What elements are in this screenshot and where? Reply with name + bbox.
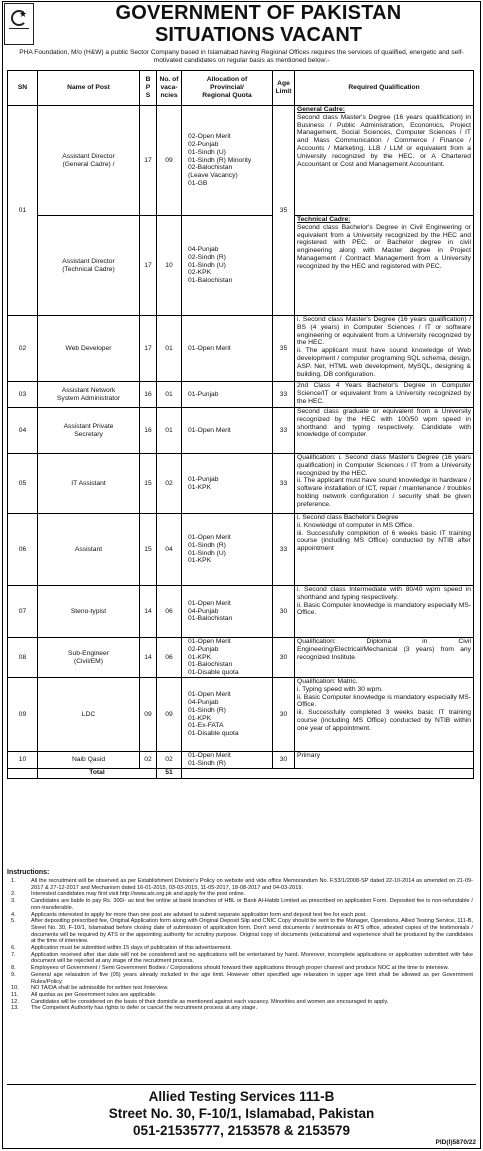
instruction-text: All the recruitment will be observed as per Establishment Division's Policy on website and vide office Memorandum No. F.53/1/2008-SP dated 22-10-2014 as amended on 21-09-2017 & 27-12-2017 and Mechanism dated 16-01-2015, 03-03-2015, 11-05-2017, 18-08-2017 and 04-03-2019. (31, 878, 473, 891)
instruction-text: Employees of Government / Semi Government Bodies / Corporations should forward their applications through proper channel and produce NOC at the time to interview. (31, 965, 449, 972)
qualification-heading: General Cadre: (297, 106, 345, 113)
table-row (8, 382, 474, 408)
cell-quota: 01-Open Merit (182, 316, 273, 382)
cell-age: 30 (273, 638, 295, 678)
cell-qualification (295, 752, 474, 769)
cell-post: IT Assistant (38, 454, 140, 514)
cell-age: 33 (273, 382, 295, 408)
cell-vacancies: 01 (157, 408, 182, 454)
cell-vacancies: 04 (157, 514, 182, 586)
footer-line-3: 051-21535777, 2153578 & 2153579 (133, 1123, 350, 1138)
instruction-text: Interested candidates may first visit http://www.ats.org.pk and apply for the post online. (31, 891, 246, 898)
cell-sn: 08 (8, 638, 38, 678)
cell-bps: 02 (140, 752, 157, 769)
instruction-number: 9. (11, 971, 16, 978)
instruction-number: 2. (11, 891, 16, 898)
instruction-text: Application must be submitted within 15 days of publication of this advertisement. (31, 945, 232, 952)
cell-vacancies: 10 (157, 216, 182, 316)
header-allocation: Allocation of Provincial/ Regional Quota (182, 71, 273, 106)
cell-sn: 09 (8, 678, 38, 752)
cell-qualification (295, 408, 474, 454)
cell-post: Steno-typist (38, 586, 140, 638)
header-sn: SN (8, 71, 38, 106)
instruction-number: 5. (11, 918, 16, 925)
header-age: Age Limit (273, 71, 295, 106)
cell-sn: 01 (8, 106, 38, 316)
instruction-item (7, 891, 473, 898)
qualification-text: i. Second class Master's Degree (16 years qualification) / BS (4 years) in Computer Sciences / IT or software engineering or equivalent from a University recognized by the HEC. ii. The applicant must have sound knowledge of Web development / computer programing SQL schema, design, ASP. Net, HTML web development, MySQL, designing & building, DB configuration. (297, 316, 471, 378)
cell-vacancies: 01 (157, 382, 182, 408)
cell-bps: 16 (140, 382, 157, 408)
footer-divider (7, 1084, 476, 1085)
cell-qualification (295, 638, 474, 678)
cell-quota: 01-Open Merit (182, 408, 273, 454)
table-row (8, 454, 474, 514)
header-bps: B P S (140, 71, 157, 106)
instruction-item (7, 878, 473, 891)
table-row (8, 106, 474, 216)
header-qualification: Required Qualification (295, 71, 474, 106)
cell-quota: 04-Punjab 02-Sindh (R) 01-Sindh (U) 02-KPK 01-Balochistan (182, 216, 273, 316)
cell-qualification (295, 106, 474, 216)
instruction-item (7, 999, 473, 1006)
cell-sn: 03 (8, 382, 38, 408)
instruction-item (7, 912, 473, 919)
cell-bps: 14 (140, 638, 157, 678)
cell-post: Sub-Engineer (Civil/EM) (38, 638, 140, 678)
total-value: 51 (157, 768, 182, 778)
cell-post: Assistant Network System Administrator (38, 382, 140, 408)
cell-qualification (295, 586, 474, 638)
cell-age: 30 (273, 678, 295, 752)
cell-sn: 10 (8, 752, 38, 769)
cell-post: Assistant (38, 514, 140, 586)
cell-bps: 17 (140, 216, 157, 316)
cell-sn: 06 (8, 514, 38, 586)
instruction-text: The Competent Authority has rights to defer or cancel the recruitment process at any stage. (31, 1005, 258, 1012)
cell-quota: 01-Open Merit 02-Punjab 01-KPK 01-Balochistan 01-Disable quota (182, 638, 273, 678)
instruction-item (7, 985, 473, 992)
cell-sn: 02 (8, 316, 38, 382)
cell-post: Assistant Private Secretary (38, 408, 140, 454)
header-post: Name of Post (38, 71, 140, 106)
cell-quota: 01-Open Merit 01-Sindh (R) (182, 752, 273, 769)
cell-vacancies: 02 (157, 752, 182, 769)
qualification-heading: Technical Cadre: (297, 216, 351, 223)
instruction-item (7, 898, 473, 911)
instruction-text: NO TA/DA shall be admissible for written test /interview. (31, 985, 169, 992)
table-row (8, 216, 474, 316)
cell-age: 33 (273, 454, 295, 514)
cell-bps: 15 (140, 454, 157, 514)
cell-qualification (295, 316, 474, 382)
cell-vacancies: 02 (157, 454, 182, 514)
cell-bps: 17 (140, 106, 157, 216)
footer-line-2: Street No. 30, F-10/1, Islamabad, Pakistan (108, 1106, 375, 1121)
table-row (8, 316, 474, 382)
cell-sn: 07 (8, 586, 38, 638)
cell-bps: 16 (140, 408, 157, 454)
cell-bps: 14 (140, 586, 157, 638)
cell-vacancies: 09 (157, 106, 182, 216)
cell-age: 30 (273, 752, 295, 769)
cell-qualification (295, 454, 474, 514)
cell-age: 35 (273, 316, 295, 382)
cell-quota: 02-Open Merit 02-Punjab 01-Sindh (U) 01-Sindh (R) Minority 02-Balochistan (Leave Vacancy) 01-GB (182, 106, 273, 216)
qualification-text: 2nd Class 4 Years Bachelor's Degree in Computer Science/IT or equivalent from a University recognized by the HEC. (297, 382, 471, 405)
cell-post: Web Developer (38, 316, 140, 382)
cell-quota: 01-Punjab 01-KPK (182, 454, 273, 514)
cell-quota: 01-Open Merit 04-Punjab 01-Balochistan (182, 586, 273, 638)
qualification-text: Second class Bachelor's Degree in Civil Engineering or equivalent from a University recognized by the HEC and registered with PEC. or Bachelor degree in civil engineering along with Master degree in Project Management / Contract Management from a University recognized by the HEC and registered with PEC. (297, 223, 471, 270)
cell-bps: 09 (140, 678, 157, 752)
instruction-text: All quotas as per Government rules are applicable. (31, 991, 157, 998)
instructions-list (7, 878, 473, 1012)
table-header-row (8, 71, 474, 106)
total-label: Total (38, 768, 157, 778)
cell-age: 30 (273, 586, 295, 638)
table-row (8, 638, 474, 678)
cell-post: Assistant Director (General Cadre) / (38, 106, 140, 216)
header-subtitle: SITUATIONS VACANT (154, 24, 363, 46)
instruction-item (7, 918, 473, 945)
cell-post: Assistant Director (Technical Cadre) (38, 216, 140, 316)
cell-quota: 01-Open Merit 04-Punjab 01-Sindh (R) 01-KPK 01-Ex-FATA 01-Disable quota (182, 678, 273, 752)
instruction-number: 8. (11, 965, 16, 972)
cell-quota: 01-Punjab (182, 382, 273, 408)
qualification-text: Second class Master's Degree (16 years qualification) in Business / Public Administration, Economics, Project Management, Social Sciences, Computer Sciences / IT and Mass Communication / Commerce / Finance / Accounts / Marketing, LLB / LLM or equivalent from a University recognized by the HEC. or A Chartered Accountant or Cost and Management Accountant. (297, 113, 471, 168)
instruction-text: Applicants interested to apply for more than one post are advised to submit separate application form and deposit test fee for each post. (31, 911, 367, 918)
footer-address (7, 1088, 476, 1139)
cell-qualification (295, 382, 474, 408)
cell-quota: 01-Open Merit 01-Sindh (R) 01-Sindh (U) 01-KPK (182, 514, 273, 586)
instruction-number: 7. (11, 951, 16, 958)
total-row (8, 768, 474, 778)
instruction-item (7, 952, 473, 965)
instruction-number: 11. (11, 991, 19, 998)
vacancies-table (7, 70, 474, 779)
table-row (8, 678, 474, 752)
cell-bps: 17 (140, 316, 157, 382)
instruction-text: Candidates are liable to pay Rs. 300/- as test fee online at bank branches of HBL or Bank Al-Habib Limited as prescribed on application Form. Deposited fee is non-refundable / non-transferable. (31, 898, 473, 911)
instructions-title: Instructions: (7, 869, 50, 876)
instruction-item (7, 1005, 473, 1012)
qualification-text: Qualification: Matric. i. Typing speed with 30 wpm. ii. Basic Computer knowledge is mandatory especially MS-Office. iii. Successfully completed 3 weeks basic IT training course (including MS Office) conducted by NTIB within one year of appointment. (297, 678, 471, 732)
cell-post: Naib Qasid (38, 752, 140, 769)
instruction-number: 10. (11, 985, 19, 992)
instruction-item (7, 992, 473, 999)
cell-age: 33 (273, 514, 295, 586)
cell-qualification (295, 514, 474, 586)
instruction-item (7, 972, 473, 985)
table-row (8, 408, 474, 454)
qualification-text: i. Second class Bachelor's Degree ii. Knowledge of computer in MS Office. iii. Successfully completion of 6 weeks basic IT training course (including MS Office) conducted by NTIB after appointment (297, 514, 471, 553)
instruction-text: Candidates will be considered on the basis of their domicile as mentioned against each vacancy. Minorities and women are encouraged to apply. (31, 998, 389, 1005)
instruction-text: Application received after due date will not be considered and no applications will be entertained by hand. Moreover, incomplete applications or application submitted with fake document will be rejected at any stage of the recruitment process. (31, 951, 473, 965)
instruction-number: 4. (11, 911, 16, 918)
pid-number: PID(I)5870/22 (435, 1139, 476, 1146)
cell-vacancies: 01 (157, 316, 182, 382)
cell-age: 33 (273, 408, 295, 454)
instruction-item (7, 945, 473, 952)
instruction-number: 1. (11, 878, 16, 884)
header-vacancies: No. of vaca- ncies (157, 71, 182, 106)
header-title: GOVERNMENT OF PAKISTAN (115, 2, 402, 24)
table-row (8, 514, 474, 586)
cell-bps: 15 (140, 514, 157, 586)
instruction-text: After depositing prescribed fee, Original Application form along with Original Deposit Slip and CNIC Copy should be sent to the Manager, Operations, Allied Testing Service, 111-B, Street No. 30, F-10/1, Islamabad before closing date of submission of application form. Don't send documents / testimonials to ATS office, attested copies of the testimonials / documents will be required by ATS or the appointing authority for scrutiny purpose. Original copy of documents (educational and experience shall be produced by the candidates at the time of interview. (31, 918, 473, 945)
cell-post: LDC (38, 678, 140, 752)
instruction-text: General age relaxation of five (05) years already included in the age limit. However other specified age relaxation in upper age limit shall be allowed as per Government Rules/Policy. (31, 971, 473, 985)
qualification-text: Primary (297, 752, 321, 759)
table-row (8, 752, 474, 769)
cell-qualification (295, 678, 474, 752)
qualification-text: i. Second class Intermediate with 80/40 wpm speed in shorthand and typing respectively. ii. Basic Computer knowledge is mandatory especially MS-Office. (297, 586, 471, 617)
qualification-text: Second class graduate or equivalent from a University recognized by the HEC with 100/50 wpm speed in shorthand and typing respectively. Candidate with knowledge of computer (297, 408, 471, 439)
cell-vacancies: 09 (157, 678, 182, 752)
instruction-item (7, 965, 473, 972)
instruction-number: 12. (11, 998, 19, 1005)
intro-text: PHA Foundation, M/o (H&W) a public Sector Company based in Islamabad having Regional Offices requires the services of qualified, energetic and self-motivated candidates on regular basis as mentioned below:- (19, 49, 464, 64)
instruction-number: 6. (11, 945, 16, 952)
cell-sn: 04 (8, 408, 38, 454)
cell-vacancies: 06 (157, 586, 182, 638)
government-emblem-icon: ★ (4, 3, 34, 45)
cell-sn: 05 (8, 454, 38, 514)
cell-qualification (295, 216, 474, 316)
qualification-text: Qualification: i. Second class Master's Degree (16 years qualification) in Computer Sciences / IT from a University recognized by the HEC. ii. The applicant must have sound knowledge in hardware / software installation of ICT, repair / maintenance / troubles holding network configuration / security shall be given preference. (297, 454, 471, 508)
instruction-number: 13. (11, 1005, 19, 1012)
cell-vacancies: 06 (157, 638, 182, 678)
qualification-text: Qualification: Diploma in Civil Engineering/Electrical/Mechanical (3 years) from any recognized Institute. (297, 638, 471, 661)
footer-line-1: Allied Testing Services 111-B (148, 1089, 335, 1104)
cell-age: 35 (273, 106, 295, 316)
table-row (8, 586, 474, 638)
instruction-number: 3. (11, 898, 16, 905)
